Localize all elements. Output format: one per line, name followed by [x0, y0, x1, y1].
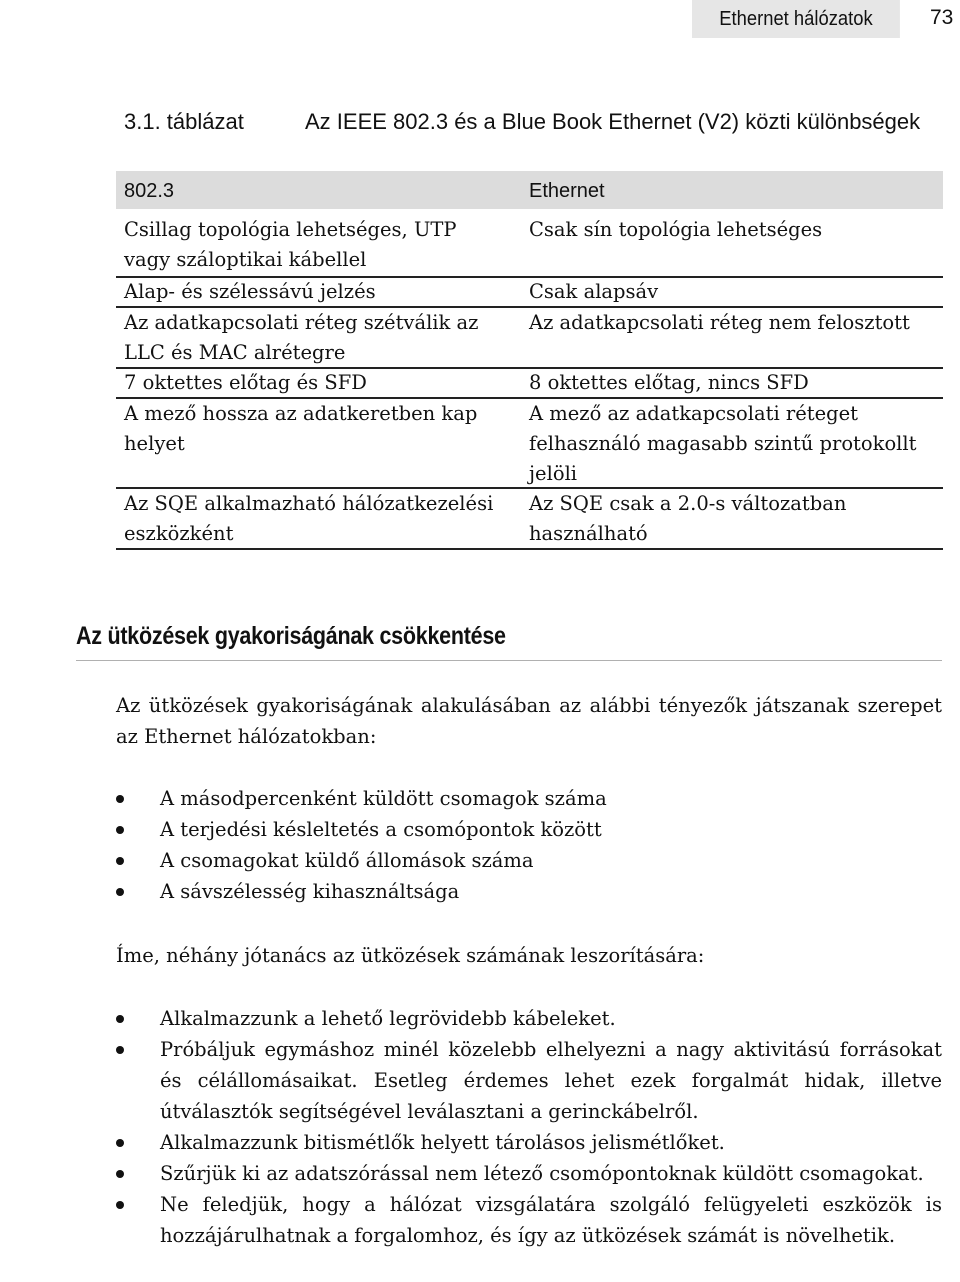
page-number: 73 — [930, 6, 954, 29]
bullet-icon — [116, 1015, 124, 1023]
table-row — [116, 369, 943, 399]
table-cell: Az adatkapcsolati réteg nem felosztott — [529, 311, 910, 334]
table-cell: Az SQE csak a 2.0-s változatban használható — [529, 492, 847, 545]
table-row — [116, 399, 943, 489]
bullet-icon — [116, 826, 124, 834]
table-cell: Csak alapsáv — [529, 280, 659, 303]
table-cell: Alap- és szélessávú jelzés — [124, 280, 376, 303]
table-cell: Az SQE alkalmazható hálózatkezelési eszközként — [124, 492, 494, 545]
table-cell: Az adatkapcsolati réteg szétválik az LLC és MAC alrétegre — [124, 311, 479, 364]
tips-intro-paragraph: Íme, néhány jótanács az ütközések számának leszorítására: — [116, 944, 705, 967]
table-header-row — [116, 171, 943, 209]
comparison-table — [116, 171, 943, 550]
table-cell: 7 oktettes előtag és SFD — [124, 371, 367, 394]
table-cell: Csak sín topológia lehetséges — [529, 218, 823, 241]
section-divider — [76, 660, 942, 661]
table-cell: Csillag topológia lehetséges, UTP vagy száloptikai kábellel — [124, 218, 457, 271]
list-item: A másodpercenként küldött csomagok száma — [116, 783, 942, 814]
list-item: Szűrjük ki az adatszórással nem létező csomópontoknak küldött csomagokat. — [116, 1158, 942, 1189]
table-cell: A mező az adatkapcsolati réteget felhasználó magasabb szintű protokollt jelöli — [529, 402, 917, 485]
bullet-icon — [116, 1139, 124, 1147]
table-cell: A mező hossza az adatkeretben kap helyet — [124, 402, 478, 455]
list-item: A terjedési késleltetés a csomópontok között — [116, 814, 942, 845]
table-cell: 8 oktettes előtag, nincs SFD — [529, 371, 809, 394]
table-caption-number: 3.1. táblázat — [124, 109, 244, 134]
bullet-icon — [116, 1170, 124, 1178]
table-row — [116, 278, 943, 308]
table-row — [116, 209, 943, 278]
list-item: A csomagokat küldő állomások száma — [116, 845, 942, 876]
bullet-icon — [116, 795, 124, 803]
column-header-802-3: 802.3 — [124, 180, 175, 202]
tips-list — [116, 1003, 942, 1251]
list-item: A sávszélesség kihasználtsága — [116, 876, 942, 907]
list-item: Alkalmazzunk a lehető legrövidebb kábeleket. — [116, 1003, 942, 1034]
bullet-icon — [116, 1046, 124, 1054]
table-row — [116, 308, 943, 369]
table-caption-title: Az IEEE 802.3 és a Blue Book Ethernet (V2) közti különbségek — [305, 109, 921, 134]
factor-list — [116, 783, 942, 907]
list-item: Alkalmazzunk bitismétlők helyett tárolásos jelismétlőket. — [116, 1127, 942, 1158]
intro-paragraph: Az ütközések gyakoriságának alakulásában az alábbi tényezők játszanak szerepet az Ethernet hálózatokban: — [116, 694, 942, 748]
column-header-ethernet: Ethernet — [529, 180, 605, 202]
running-header-title: Ethernet hálózatok — [692, 0, 900, 38]
bullet-icon — [116, 888, 124, 896]
list-item: Ne feledjük, hogy a hálózat vizsgálatára szolgáló felügyeleti eszközök is hozzájárulhatnak a forgalomhoz, és így az ütközések számát is növelhetik. — [116, 1189, 942, 1251]
table-row — [116, 489, 943, 550]
section-title: Az ütközések gyakoriságának csökkentése — [76, 622, 506, 650]
list-item: Próbáljuk egymáshoz minél közelebb elhelyezni a nagy aktivitású forrásokat és célállomásaikat. Esetleg érdemes lehet ezek forgalmát hidak, illetve útválasztók segítségével leválasztani a gerinckábelről. — [116, 1034, 942, 1127]
bullet-icon — [116, 857, 124, 865]
bullet-icon — [116, 1201, 124, 1209]
